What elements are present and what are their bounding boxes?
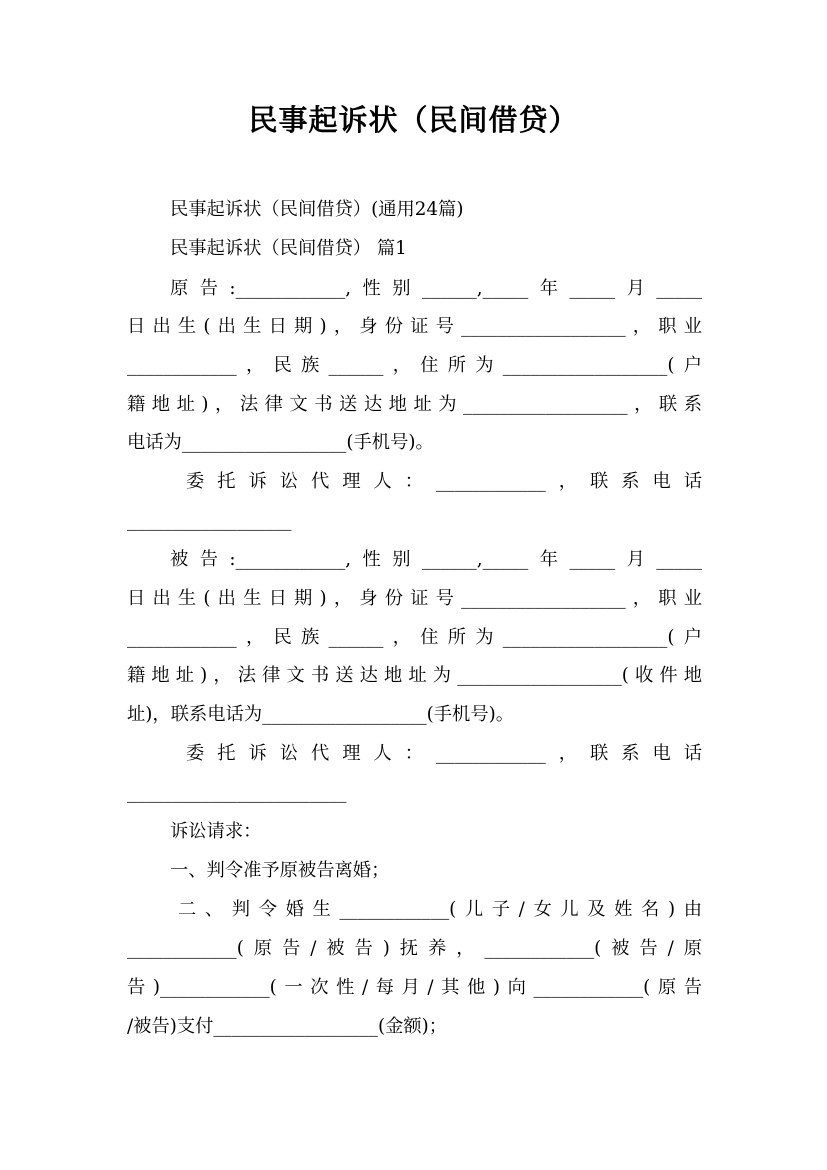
- plaintiff-agent-phone-blank: __________________: [127, 510, 292, 531]
- claim-2-line-1: 二、判令婚生____________(儿子/女儿及姓名)由: [178, 899, 702, 920]
- claims-heading: 诉讼请求：: [170, 821, 262, 842]
- claim-2-line-2: ____________(原告/被告)抚养，____________(被告/原: [127, 938, 702, 959]
- defendant-agent-phone-blank: ________________________: [127, 782, 347, 803]
- section-heading: 民事起诉状（民间借贷） 篇1: [170, 238, 407, 259]
- document-title: 民事起诉状（民间借贷）: [248, 103, 579, 137]
- plaintiff-line-5: 电话为__________________(手机号)。: [127, 432, 434, 453]
- defendant-line-2: 日出生(出生日期)，身份证号__________________，职业: [127, 588, 702, 609]
- plaintiff-line-2: 日出生(出生日期)，身份证号__________________，职业: [127, 316, 702, 337]
- claim-1: 一、判令准予原被告离婚；: [170, 860, 390, 881]
- claim-2-line-4: /被告)支付__________________(金额)；: [127, 1016, 448, 1037]
- plaintiff-line-3: ____________，民族______，住所为__________________(户: [127, 355, 702, 376]
- claim-2-line-3: 告)____________(一次性/每月/其他)向____________(原告: [127, 977, 702, 998]
- plaintiff-agent-line: 委托诉讼代理人：____________，联系电话: [186, 471, 702, 492]
- defendant-line-3: ____________，民族______，住所为__________________(户: [127, 627, 702, 648]
- defendant-line-4: 籍地址)，法律文书送达地址为__________________(收件地: [127, 665, 702, 686]
- defendant-line-1: 被告:____________,性别______,_____年_____月_____: [170, 549, 702, 570]
- defendant-line-5: 址)，联系电话为__________________(手机号)。: [127, 704, 515, 725]
- subtitle-line: 民事起诉状（民间借贷）(通用24篇): [170, 199, 464, 220]
- plaintiff-line-1: 原告:____________,性别______,_____年_____月_____: [170, 278, 702, 299]
- defendant-agent-line: 委托诉讼代理人：____________，联系电话: [186, 743, 702, 764]
- plaintiff-line-4: 籍地址)，法律文书送达地址为__________________，联系: [127, 394, 702, 415]
